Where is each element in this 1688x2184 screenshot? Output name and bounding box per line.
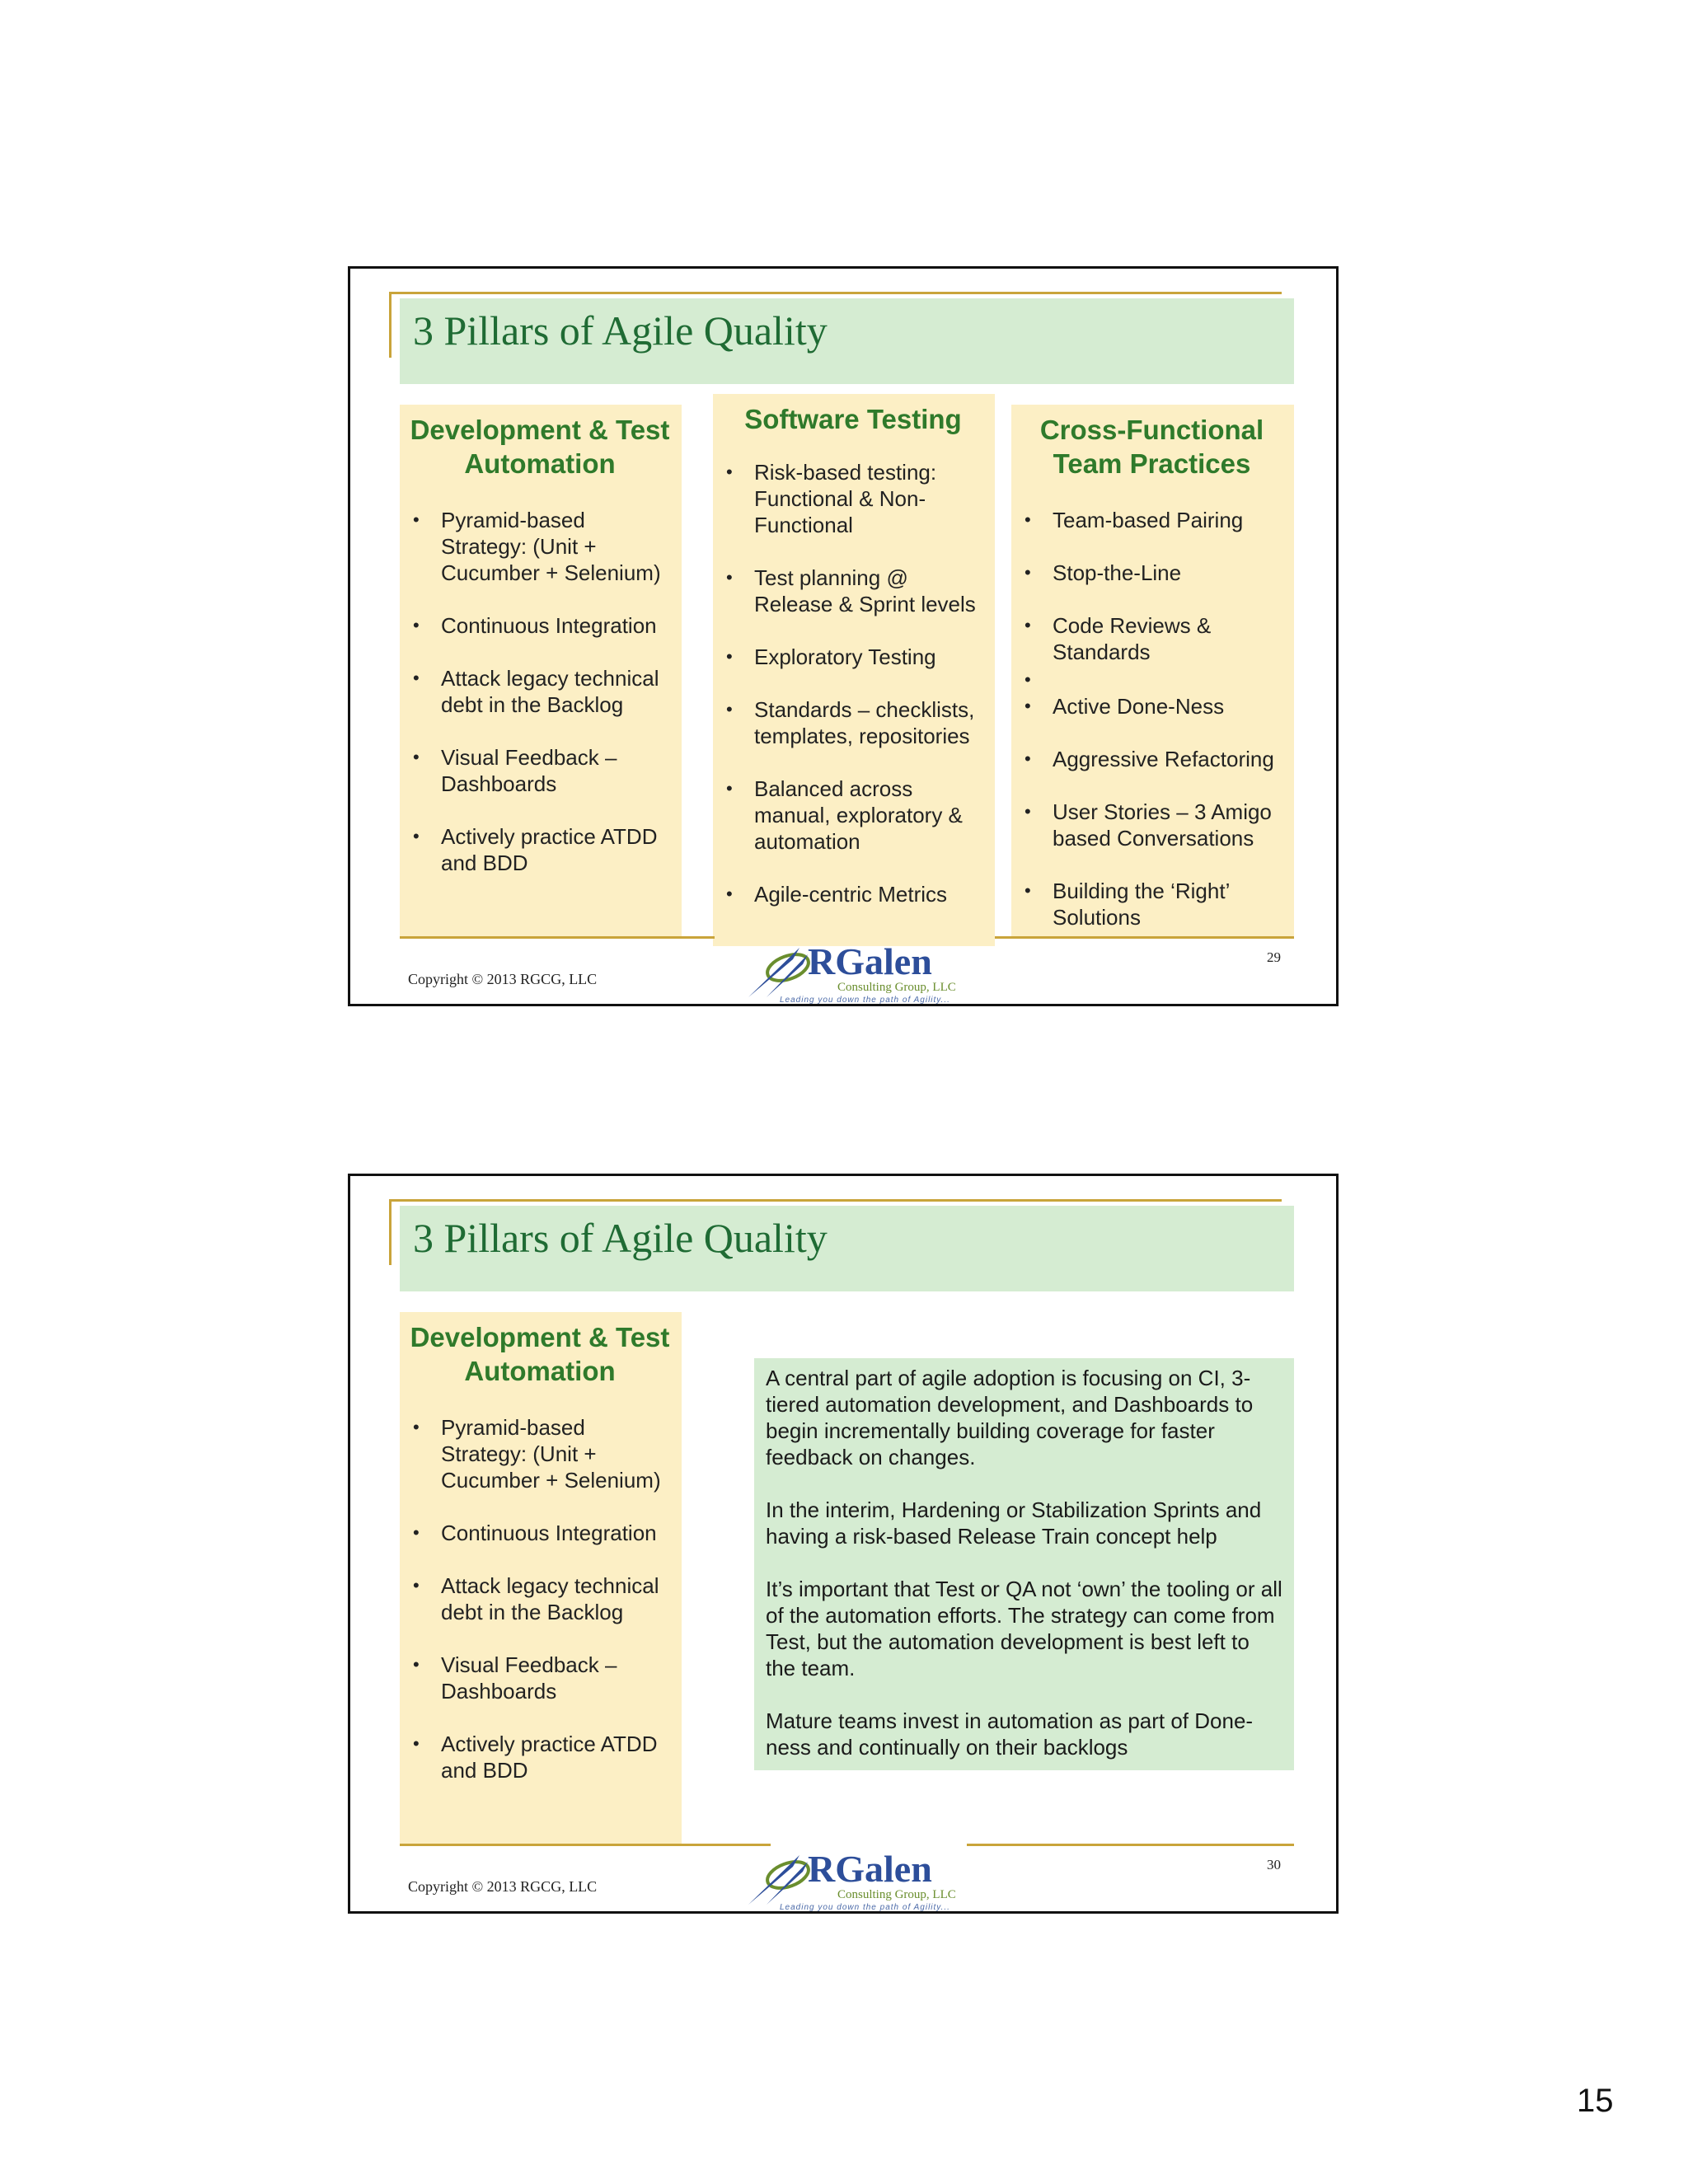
agile-adoption-text-box: [754, 1358, 1294, 1770]
pillar-software-testing: [713, 394, 995, 946]
list-item: • Code Reviews & Standards: [1021, 612, 1282, 665]
gold-footer-line: [400, 936, 715, 939]
list-item: • Visual Feedback – Dashboards: [410, 744, 670, 797]
list-item: • Active Done-Ness: [1021, 693, 1282, 719]
gold-footer-line: [967, 1844, 1294, 1846]
list-item: • Stop-the-Line: [1021, 560, 1282, 586]
logo-subtitle: Consulting Group, LLC: [837, 1888, 956, 1901]
gold-accent-line: [389, 292, 1282, 294]
gold-accent-line-left: [389, 292, 392, 358]
slide-number: 29: [1267, 949, 1281, 965]
list-item: • Continuous Integration: [410, 612, 670, 639]
paragraph: In the interim, Hardening or Stabilization Sprints and having a risk-based Release Train concept help: [766, 1497, 1262, 1549]
list-item: • Pyramid-based Strategy: (Unit + Cucumber + Selenium): [410, 1414, 670, 1493]
pillar-list: [410, 1414, 670, 1783]
logo-tagline: Leading you down the path of Agility...: [780, 996, 950, 1005]
pillar-list: [410, 507, 670, 876]
list-item: • Visual Feedback – Dashboards: [410, 1652, 670, 1704]
paragraph: A central part of agile adoption is focusing on CI, 3-tiered automation development, and Dashboards to begin incrementally building coverage for faster feedback on changes.: [766, 1366, 1254, 1469]
slide-title: 3 Pillars of Agile Quality: [413, 1215, 828, 1261]
list-item-empty: [1021, 667, 1282, 693]
rgalen-logo: [742, 1848, 956, 1916]
list-item: • Actively practice ATDD and BDD: [410, 823, 670, 876]
rgalen-logo: [742, 940, 956, 1009]
list-item: • Team-based Pairing: [1021, 507, 1282, 533]
pillar-heading: Development & Test Automation: [410, 415, 670, 479]
gold-accent-line-left: [389, 1199, 392, 1265]
pillar-list: [723, 459, 983, 907]
pillar-development-test-automation: [400, 405, 682, 936]
list-item: • User Stories – 3 Amigo based Conversations: [1021, 799, 1282, 851]
list-item: • Continuous Integration: [410, 1520, 670, 1546]
logo-name: RGalen: [808, 940, 932, 982]
title-band: [400, 1206, 1294, 1291]
pillar-development-test-automation: [400, 1312, 682, 1844]
list-item: • Standards – checklists, templates, repositories: [723, 696, 983, 749]
list-item: • Attack legacy technical debt in the Backlog: [410, 665, 670, 718]
list-item: • Agile-centric Metrics: [723, 881, 983, 907]
pillar-heading: Software Testing: [744, 404, 962, 434]
list-item: • Actively practice ATDD and BDD: [410, 1731, 670, 1783]
list-item: • Balanced across manual, exploratory & automation: [723, 776, 983, 855]
gold-footer-line: [995, 936, 1294, 939]
pillar-heading: Development & Test Automation: [410, 1322, 670, 1386]
paragraph: Mature teams invest in automation as part of Done-ness and continually on their backlogs: [766, 1708, 1254, 1760]
gold-footer-line: [400, 1844, 771, 1846]
slide-title: 3 Pillars of Agile Quality: [413, 307, 828, 354]
list-item: • Aggressive Refactoring: [1021, 746, 1282, 772]
copyright: Copyright © 2013 RGCG, LLC: [408, 1878, 598, 1895]
gold-accent-line: [389, 1199, 1282, 1202]
list-item: • Exploratory Testing: [723, 644, 983, 670]
pillar-cross-functional-team-practices: [1011, 405, 1294, 936]
pillar-heading: Cross-Functional Team Practices: [1039, 415, 1264, 479]
list-item: • Attack legacy technical debt in the Backlog: [410, 1572, 670, 1625]
logo-tagline: Leading you down the path of Agility...: [780, 1903, 950, 1912]
slide-30: [348, 1174, 1339, 1914]
list-item: • Test planning @ Release & Sprint levels: [723, 565, 983, 617]
handout-page-number: 15: [1577, 2083, 1614, 2119]
copyright: Copyright © 2013 RGCG, LLC: [408, 971, 598, 987]
list-item: • Building the ‘Right’ Solutions: [1021, 878, 1282, 930]
pillar-list: [1021, 507, 1282, 930]
logo-subtitle: Consulting Group, LLC: [837, 981, 956, 994]
title-band: [400, 298, 1294, 384]
list-item: • Pyramid-based Strategy: (Unit + Cucumber + Selenium): [410, 507, 670, 586]
slide-number: 30: [1267, 1857, 1281, 1872]
list-item: • Risk-based testing: Functional & Non-Functional: [723, 459, 983, 538]
logo-name: RGalen: [808, 1848, 932, 1890]
slide-29: [348, 266, 1339, 1006]
paragraph: It’s important that Test or QA not ‘own’ the tooling or all of the automation efforts. The strategy can come from Test, but the automation development is best left to the team.: [766, 1577, 1282, 1680]
